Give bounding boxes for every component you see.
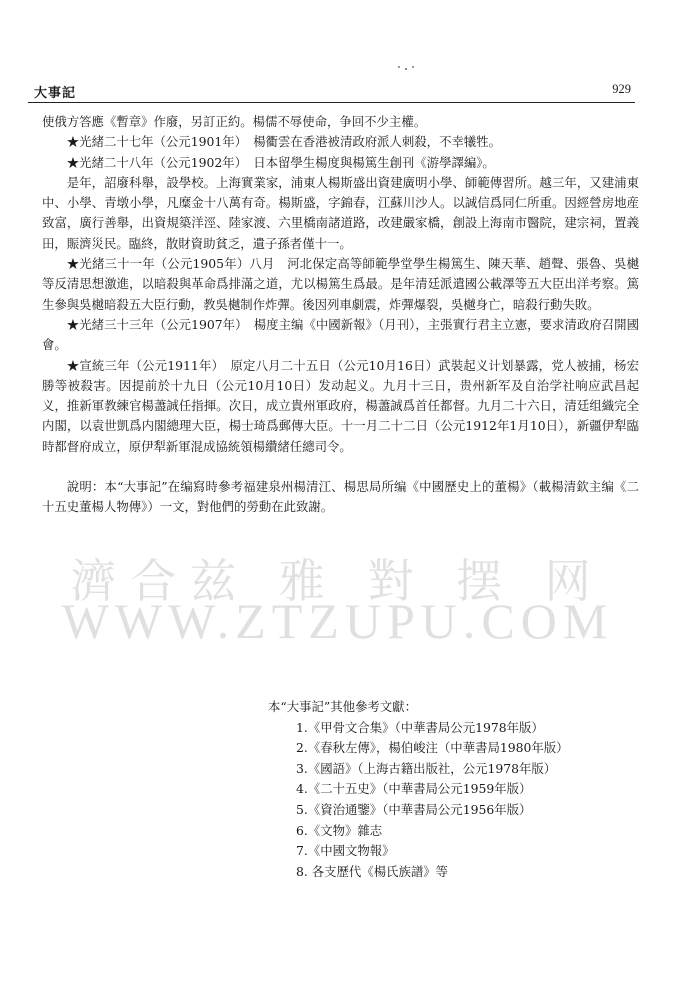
- running-header: [28, 82, 635, 103]
- header-title: 大事記: [34, 86, 77, 101]
- reference-item: 8. 各支歷代《楊氏族譜》等: [296, 863, 449, 879]
- paragraph: ★光緒二十七年（公元1901年） 楊衢雲在香港被清政府派人刺殺，不幸犧牲。: [66, 134, 502, 150]
- paragraph: 使俄方答應《暫章》作廢，另訂正約。楊儒不辱使命，争回不少主權。: [42, 114, 427, 129]
- paragraph: ★光緒二十八年（公元1902年） 日本留學生楊度與楊篤生創刊《游學譯編》。: [66, 154, 495, 170]
- reference-item: 1.《甲骨文合集》（中華書局公元1978年版）: [296, 719, 544, 735]
- reference-item: 5.《資治通鑒》（中華書局公元1956年版）: [296, 801, 532, 817]
- watermark-url: WWW.ZTZUPU.COM: [61, 593, 614, 649]
- reference-item: 6.《文物》雜志: [296, 822, 383, 838]
- scan-speck: [412, 66, 414, 68]
- scan-speck: [405, 68, 407, 70]
- references-title: 本“大事記”其他參考文獻：: [268, 699, 417, 714]
- scan-speck: [398, 66, 400, 68]
- references-section: [268, 697, 569, 882]
- paragraph: 是年，詔廢科舉，設學校。上海實業家，浦東人楊斯盛出資建廣明小學、師範傳習所。越三年，又建浦東中、小學、青墩小學，凡糜金十八萬有奇。楊斯盛，字錦春，江蘇川沙人。以誠信爲同仁所重。因經營房地産致富，廣行善舉，出資規築洋涇、陸家渡、六里橋南諸道路，改建嚴家橋，創設上海南市醫院，建宗祠，置義田，賑濟災民。臨終，散財資助貧乏，遺子孫者僅十一。: [42, 174, 639, 251]
- reference-item: 3.《國語》（上海古籍出版社，公元1978年版）: [296, 760, 557, 776]
- reference-item: 2.《春秋左傳》，楊伯峻注（中華書局1980年版）: [296, 740, 569, 756]
- acknowledgement-note: 說明：本“大事記”在编寫時參考福建泉州楊清江、楊思局所编《中國歷史上的董楊》（載楊清欽主编《二十五史董楊人物傳》）一文，對他們的勞動在此致謝。: [42, 479, 639, 515]
- paragraph: ★光緒三十三年（公元1907年） 楊度主编《中國新報》（月刊），主張實行君主立憲，要求清政府召開國會。: [42, 316, 639, 353]
- reference-item: 7.《中國文物報》: [296, 843, 395, 859]
- section-gap: [42, 457, 639, 477]
- references-list: [268, 718, 569, 883]
- paragraph: ★宣統三年（公元1911年） 原定八月二十五日（公元10月16日）武裝起义计划暴露，党人被捕，杨宏勝等被殺害。因提前於十九日（公元10月10日）发动起义。九月十三日，贵州新军及自治学社响应武昌起义，推新軍教練官楊藎誠任指揮。次日，成立貴州軍政府，楊藎誠爲首任都督。九月二十六日，清廷组織完全内閣，以袁世凱爲内閣總理大臣，楊士琦爲郵傳大臣。十一月二十二日（公元1912年1月10日），新疆伊犁臨時都督府成立，原伊犁新軍混成協統領楊纘緒任總司令。: [42, 357, 639, 454]
- page-number: 929: [612, 82, 631, 96]
- chronicle-body: [42, 112, 639, 518]
- paragraph: ★光緒三十一年（公元1905年）八月 河北保定高等師範學堂學生楊篤生、陳天華、趙聲、張魯、吳樾等反清思想激進，以暗殺與革命爲排滿之道，尤以楊篤生爲最。是年清廷派遣國公載澤等五大臣出洋考察。篤生參與吳樾暗殺五大臣行動，教吳樾制作炸彈。後因列車劇震，炸彈爆裂，吳樾身亡，暗殺行動失敗。: [42, 256, 639, 312]
- watermark-chinese: 濟合兹 雅 對 摆 网: [70, 554, 605, 608]
- reference-item: 4.《二十五史》（中華書局公元1959年版）: [296, 781, 532, 797]
